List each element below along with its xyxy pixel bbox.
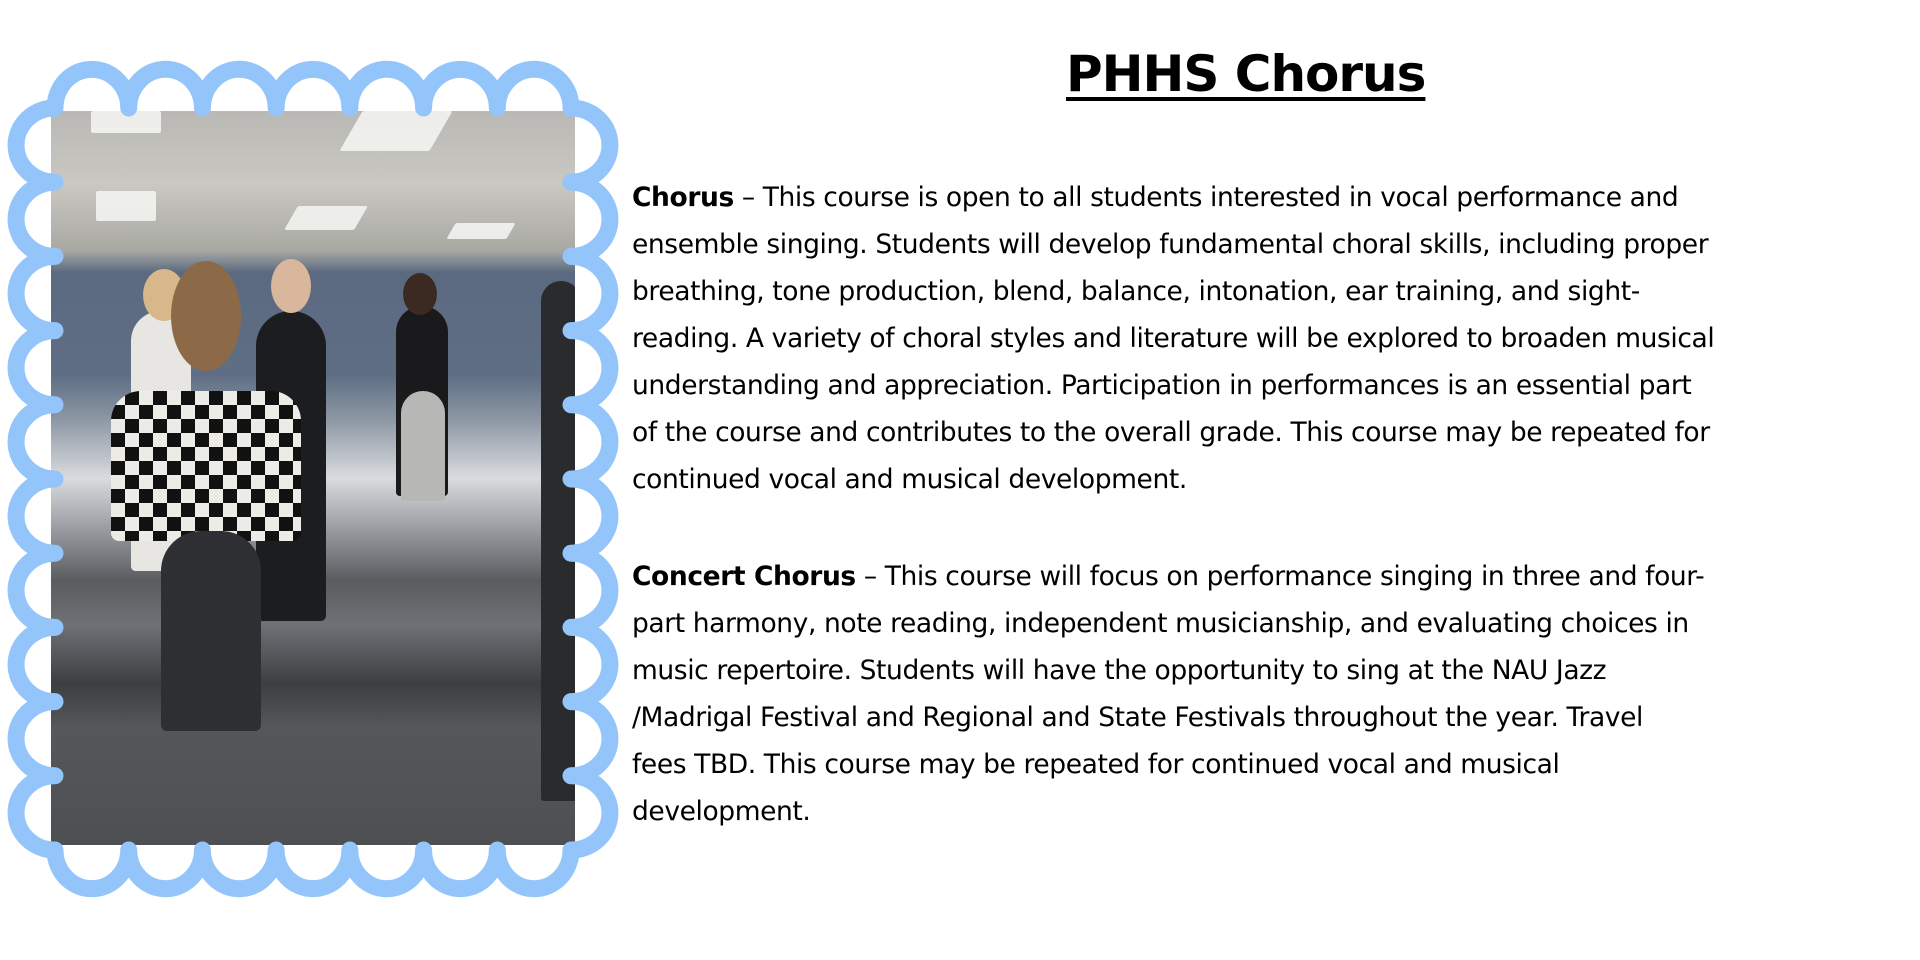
course-line	[632, 553, 1812, 600]
course-line: ensemble singing. Students will develop fundamental choral skills, including proper	[632, 229, 1709, 260]
course-text: This course is open to all students interested in vocal performance and	[762, 182, 1679, 213]
course-line: reading. A variety of choral styles and literature will be explored to broaden musical	[632, 323, 1715, 354]
course-line: development.	[632, 796, 811, 827]
course-line: continued vocal and musical development.	[632, 464, 1187, 495]
course-line: part harmony, note reading, independent musicianship, and evaluating choices in	[632, 608, 1689, 639]
course-line	[632, 174, 1812, 221]
page-title: PHHS Chorus	[1066, 45, 1426, 103]
scalloped-frame	[0, 0, 640, 960]
course-name: Chorus	[632, 182, 734, 213]
course-name: Concert Chorus	[632, 561, 856, 592]
course-line: fees TBD. This course may be repeated for continued vocal and musical	[632, 749, 1560, 780]
framed-photo	[0, 0, 640, 960]
course-line: of the course and contributes to the overall grade. This course may be repeated for	[632, 417, 1710, 448]
course-text: This course will focus on performance singing in three and four-	[884, 561, 1705, 592]
course-line: breathing, tone production, blend, balance, intonation, ear training, and sight-	[632, 276, 1640, 307]
course-description-chorus	[632, 174, 1812, 503]
course-line: music repertoire. Students will have the opportunity to sing at the NAU Jazz	[632, 655, 1607, 686]
course-line: /Madrigal Festival and Regional and State Festivals throughout the year. Travel	[632, 702, 1643, 733]
course-line: understanding and appreciation. Participation in performances is an essential part	[632, 370, 1692, 401]
course-separator: –	[855, 561, 885, 592]
course-description-concert-chorus	[632, 553, 1812, 835]
course-separator: –	[733, 182, 763, 213]
